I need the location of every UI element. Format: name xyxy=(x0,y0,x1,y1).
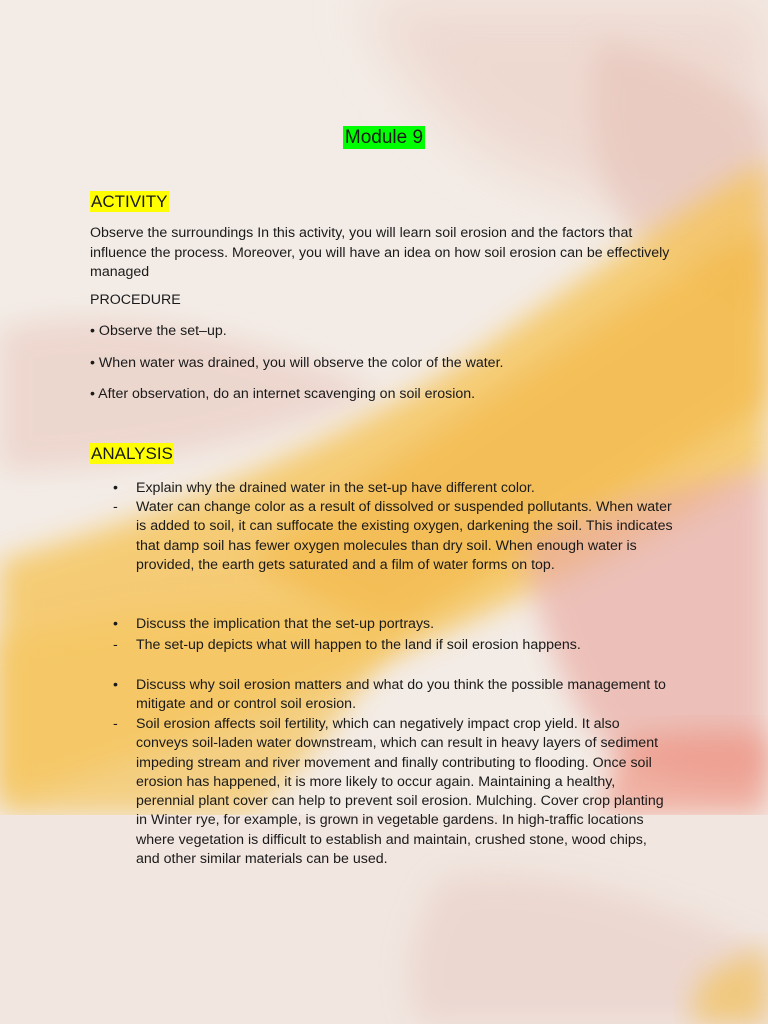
question-text: Discuss the implication that the set-up portrays. xyxy=(136,616,435,632)
activity-heading xyxy=(90,192,169,212)
analysis-heading xyxy=(90,444,174,464)
dash-marker: - xyxy=(113,716,118,732)
bullet-marker: • xyxy=(113,616,118,632)
answer-text: Soil erosion affects soil fertility, which can negatively impact crop yield. It also conveys soil-laden water downstream, which can result in heavy layers of sediment impeding stream and river movement and finally contributing to flooding. Once soil erosion has happened, it is more likely to occur again. Maintaining a healthy, perennial plant cover can help to prevent soil erosion. Mulching. Cover crop planting in Winter rye, for example, is grown in vegetable gardens. In high-traffic locations where vegetation is difficult to establish and maintain, crushed stone, wood chips, and other similar materials can be used. xyxy=(136,716,664,868)
activity-intro: Observe the surroundings In this activity, you will learn soil erosion and the factors that influence the process. Moreover, you will have an idea on how soil erosion can be effectively managed xyxy=(90,225,670,280)
analysis-heading-text: ANALYSIS xyxy=(91,444,173,463)
analysis-question xyxy=(113,615,673,634)
procedure-step: • After observation, do an internet scavenging on soil erosion. xyxy=(90,386,476,402)
module-title xyxy=(0,127,768,149)
analysis-question xyxy=(113,479,673,498)
procedure-label: PROCEDURE xyxy=(90,292,181,308)
activity-heading-text: ACTIVITY xyxy=(91,192,168,211)
question-text: Explain why the drained water in the set-up have different color. xyxy=(136,480,535,496)
procedure-step: • When water was drained, you will observe the color of the water. xyxy=(90,355,504,371)
bullet-marker: • xyxy=(113,480,118,496)
dash-marker: - xyxy=(113,499,118,515)
question-text: Discuss why soil erosion matters and what do you think the possible management to mitigate and or control soil erosion. xyxy=(136,677,666,713)
procedure-step: • Observe the set–up. xyxy=(90,323,227,339)
answer-text: The set-up depicts what will happen to the land if soil erosion happens. xyxy=(136,637,581,653)
module-title-text: Module 9 xyxy=(344,127,424,148)
analysis-question xyxy=(113,676,673,715)
analysis-answer xyxy=(113,636,673,655)
analysis-answer xyxy=(113,498,673,575)
analysis-answer xyxy=(113,715,673,869)
bullet-marker: • xyxy=(113,677,118,693)
answer-text: Water can change color as a result of dissolved or suspended pollutants. When water is added to soil, it can suffocate the existing oxygen, darkening the soil. This indicates that damp soil has fewer oxygen molecules than dry soil. When enough water is provided, the earth gets saturated and a film of water forms on top. xyxy=(136,499,673,573)
dash-marker: - xyxy=(113,637,118,653)
